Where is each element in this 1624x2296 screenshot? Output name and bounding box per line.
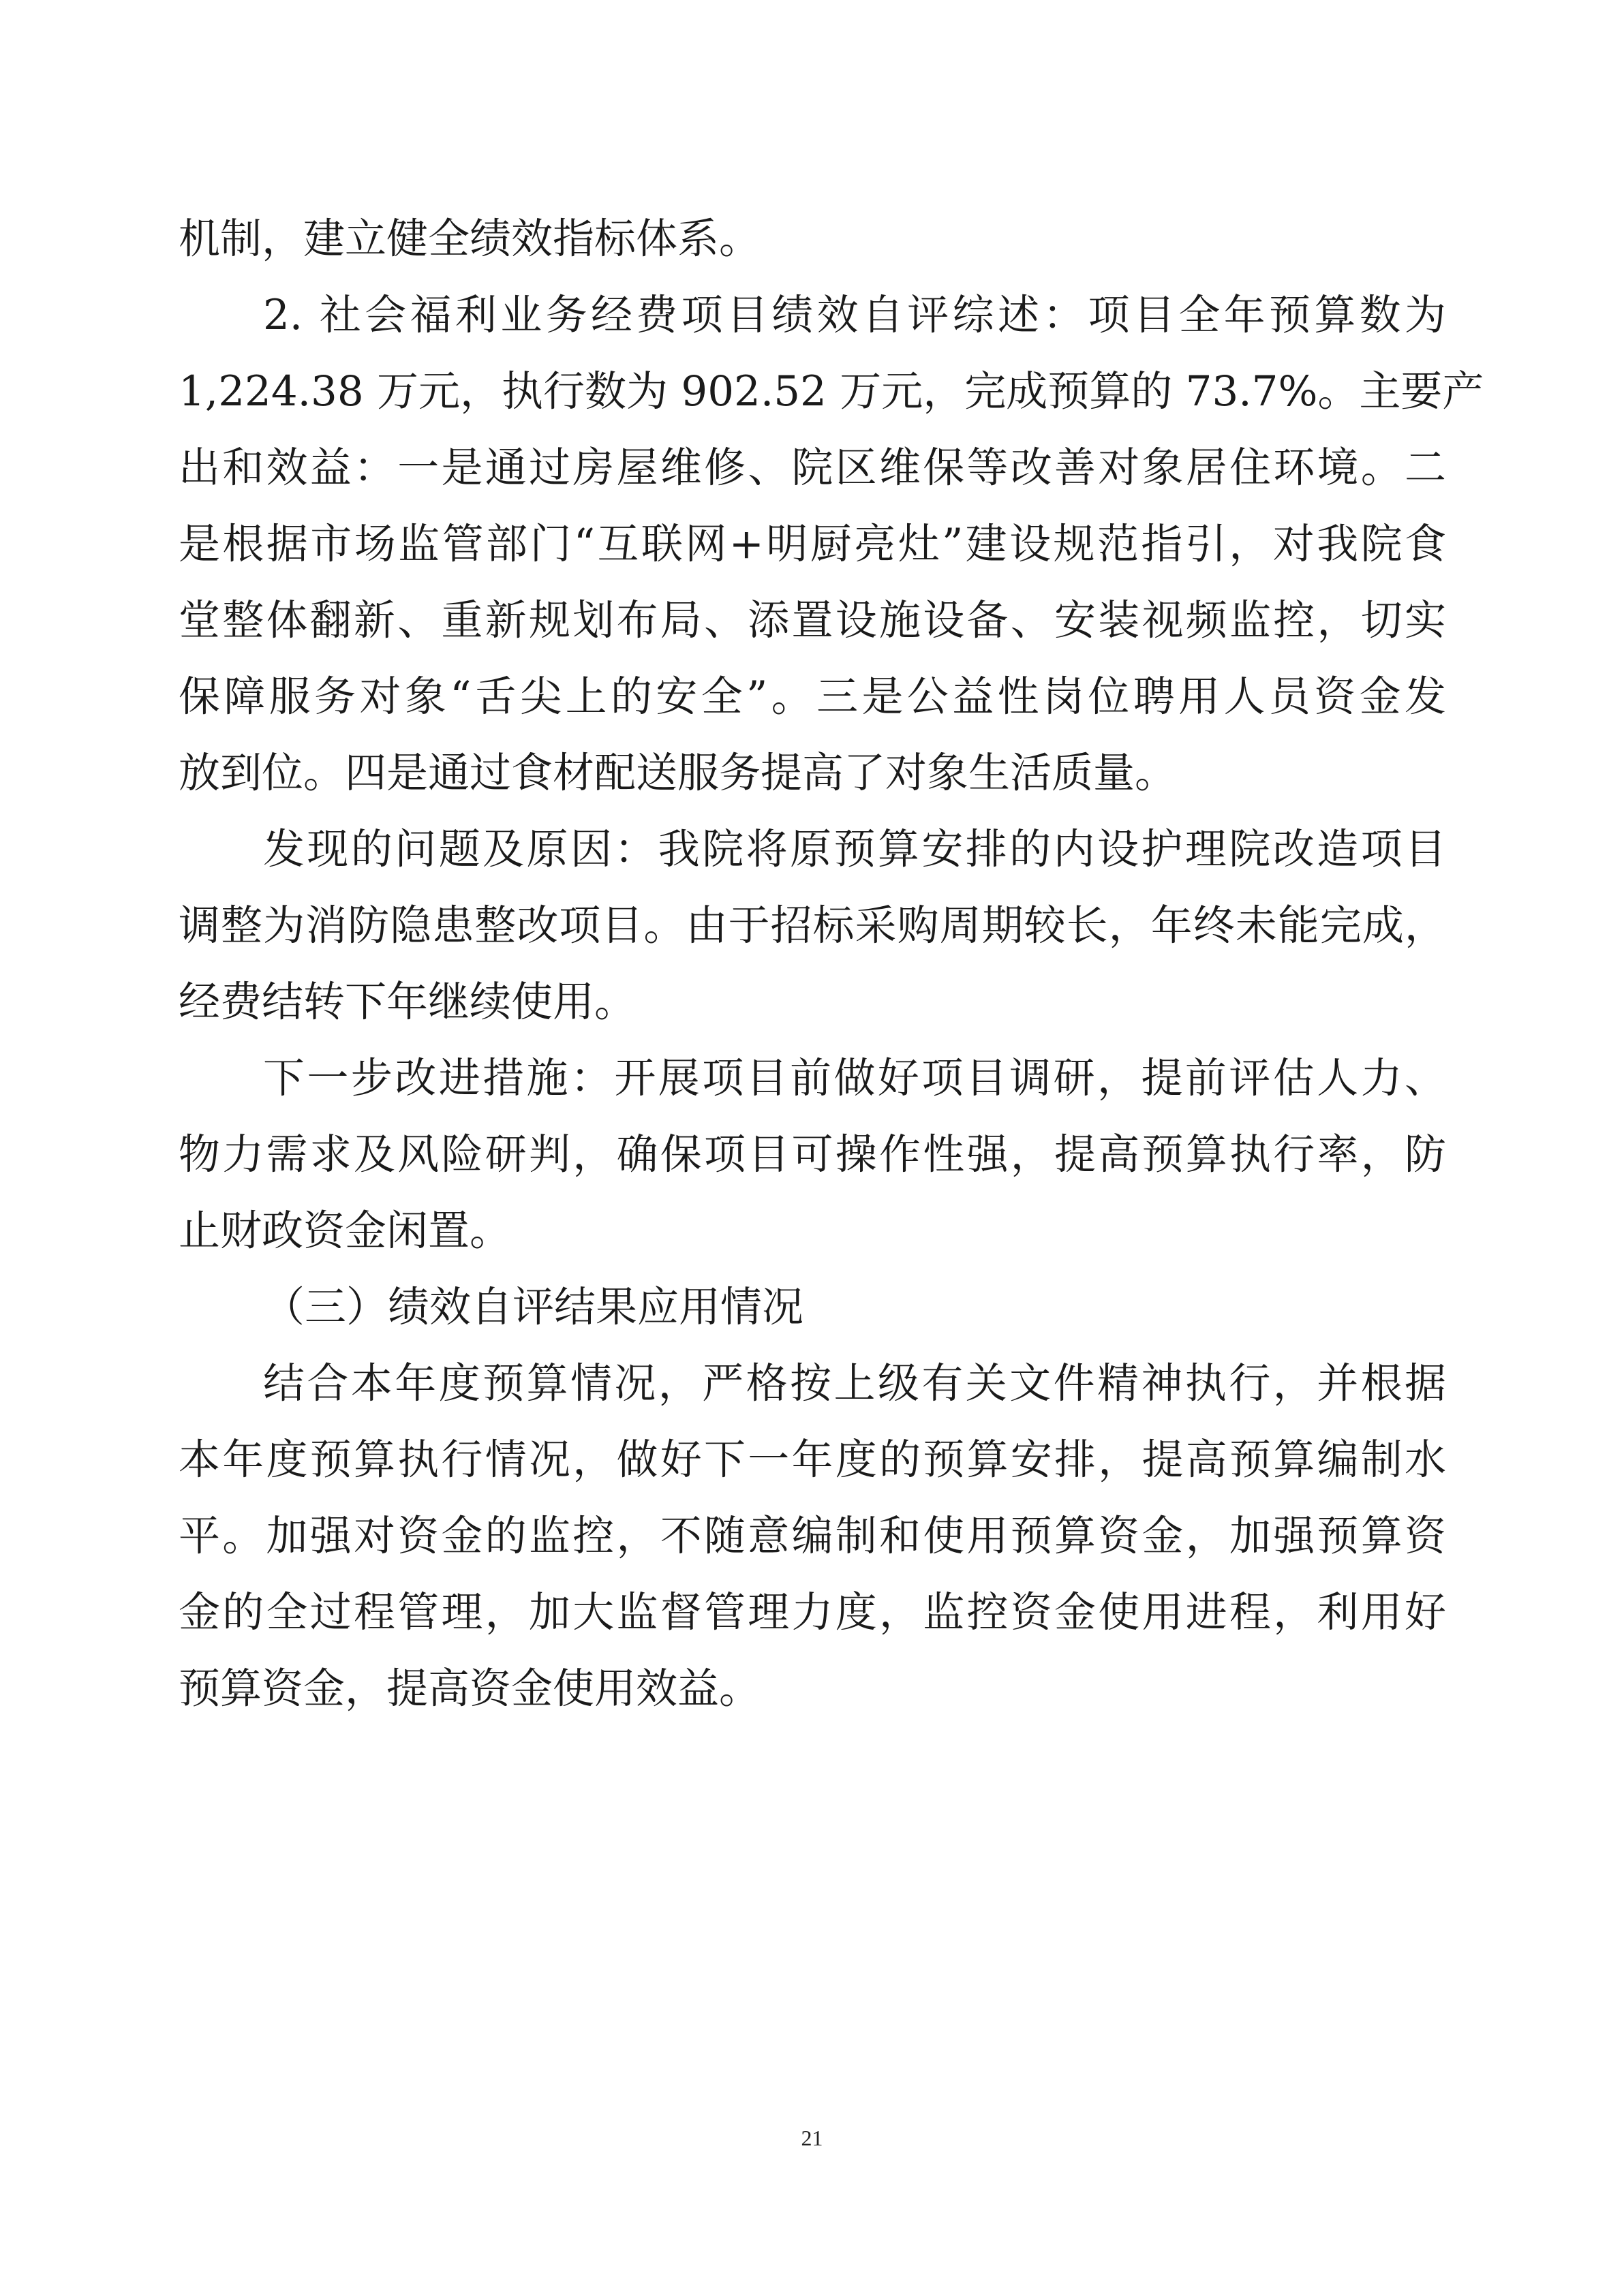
text-line: 放到位。四是通过食材配送服务提高了对象生活质量。	[179, 749, 1177, 797]
text-line: 经费结转下年继续使用。	[179, 978, 637, 1026]
text-line: 保障服务对象“舌尖上的安全”。三是公益性岗位聘用人员资金发	[179, 672, 1446, 721]
text-line: 机制，建立健全绩效指标体系。	[179, 215, 761, 263]
text-line: 是根据市场监管部门“互联网+明厨亮灶”建设规范指引，对我院食	[179, 520, 1446, 568]
text-line: 预算资金，提高资金使用效益。	[179, 1664, 761, 1713]
paragraph-start-line: 下一步改进措施：开展项目前做好项目调研，提前评估人力、	[263, 1054, 1446, 1102]
text-line: 本年度预算执行情况，做好下一年度的预算安排，提高预算编制水	[179, 1436, 1446, 1484]
text-line: 平。加强对资金的监控，不随意编制和使用预算资金，加强预算资	[179, 1512, 1446, 1560]
page-number: 21	[801, 2126, 823, 2150]
text-line: 1,224.38 万元，执行数为 902.52 万元，完成预算的 73.7%。主要产	[179, 367, 1484, 416]
paragraph-start-line: 结合本年度预算情况，严格按上级有关文件精神执行，并根据	[263, 1359, 1446, 1408]
text-line: 出和效益：一是通过房屋维修、院区维保等改善对象居住环境。二	[179, 444, 1446, 492]
paragraph-start-line: 发现的问题及原因：我院将原预算安排的内设护理院改造项目	[263, 825, 1446, 873]
text-line: 物力需求及风险研判，确保项目可操作性强，提高预算执行率，防	[179, 1130, 1446, 1179]
text-line: 调整为消防隐患整改项目。由于招标采购周期较长，年终未能完成，	[179, 901, 1446, 950]
text-line: 堂整体翻新、重新规划布局、添置设施设备、安装视频监控，切实	[179, 596, 1446, 645]
text-line: 金的全过程管理，加大监督管理力度，监控资金使用进程，利用好	[179, 1588, 1446, 1636]
text-line: 止财政资金闲置。	[179, 1207, 512, 1255]
paragraph-start-line: 2. 社会福利业务经费项目绩效自评综述：项目全年预算数为	[263, 291, 1446, 339]
section-heading: （三）绩效自评结果应用情况	[263, 1283, 804, 1331]
